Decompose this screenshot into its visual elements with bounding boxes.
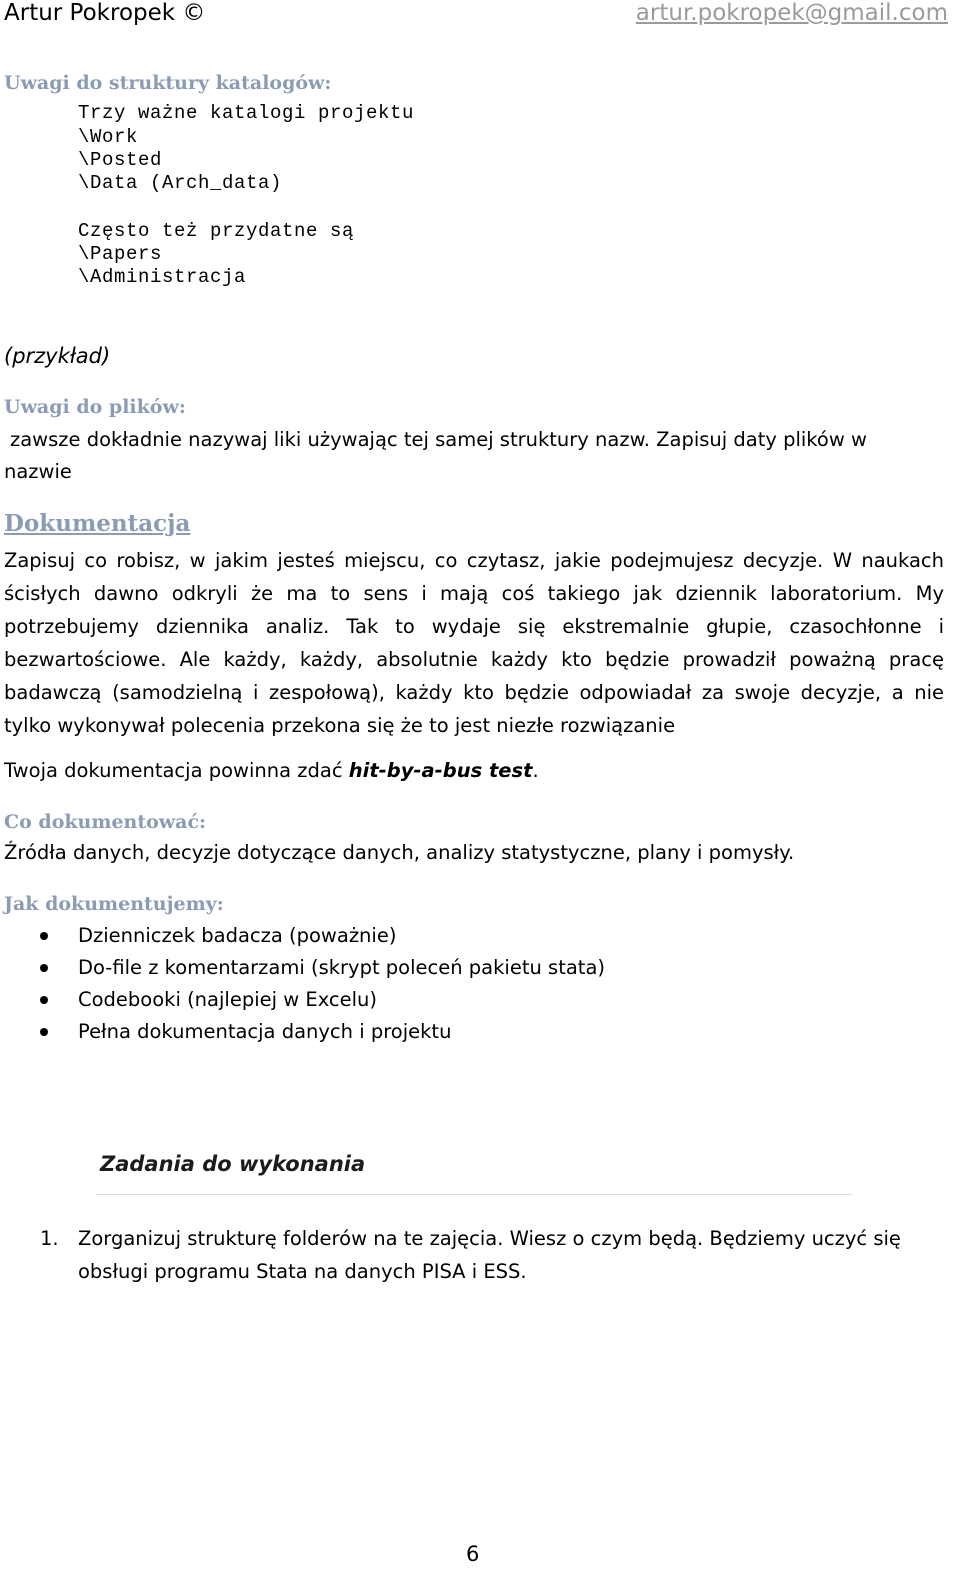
dir-notes-extra-line: Często też przydatne są (78, 220, 355, 242)
tasks-heading: Zadania do wykonania (100, 1152, 366, 1176)
task-number: 1. (40, 1227, 59, 1250)
documentation-title: Dokumentacja (4, 510, 191, 537)
dir-notes-line: \Work (78, 126, 139, 148)
file-notes-text-line: zawsze dokładnie nazywaj liki używając tej samej struktury nazw. Zapisuj daty plików w (10, 428, 867, 451)
list-item-text: Do-file z komentarzami (skrypt poleceń pakietu stata) (78, 956, 605, 979)
dir-notes-heading: Uwagi do struktury katalogów: (4, 72, 332, 94)
tasks-divider (96, 1194, 852, 1195)
what-to-document-text: Źródła danych, decyzje dotyczące danych, analizy statystyczne, plany i pomysły. (4, 841, 795, 864)
tasks-list (0, 1222, 930, 1288)
task-text: Zorganizuj strukturę folderów na te zajęcia. Wiesz o czym będą. Będziemy uczyć się obsługi programu Stata na danych PISA i ESS. (78, 1227, 901, 1283)
how-we-document-heading: Jak dokumentujemy: (4, 893, 224, 915)
hit-by-a-bus-line (4, 754, 944, 787)
test-suffix: . (532, 759, 539, 782)
dir-notes-extra-line: \Papers (78, 243, 163, 265)
test-emphasis: hit-by-a-bus test (348, 759, 533, 782)
bullet-icon (40, 964, 48, 972)
what-to-document-heading: Co dokumentować: (4, 811, 207, 833)
bullet-icon (40, 1028, 48, 1036)
task-item (0, 1222, 930, 1288)
file-notes-heading: Uwagi do plików: (4, 396, 186, 418)
file-notes-text-line: nazwie (4, 460, 72, 483)
author-name: Artur Pokropek © (4, 0, 206, 26)
page-number: 6 (466, 1542, 480, 1566)
dir-notes-extra-line: \Administracja (78, 266, 247, 288)
list-item (0, 920, 900, 952)
documentation-paragraph: Zapisuj co robisz, w jakim jesteś miejscu, co czytasz, jakie podejmujesz decyzje. W naukach ścisłych dawno odkryli że ma to sens i mają coś takiego jak dziennik laboratorium. My potrzebujemy dziennika analiz. Tak to wydaje się ekstremalnie głupie, czasochłonne i bezwartościowe. Ale każdy, każdy, absolutnie każdy kto będzie prowadził poważną pracę badawczą (samodzielną i zespołową), każdy kto będzie odpowiadał za swoje decyzje, a nie tylko wykonywał polecenia przekona się że to jest niezłe rozwiązanie (4, 549, 944, 737)
list-item-text: Codebooki (najlepiej w Excelu) (78, 988, 377, 1011)
dir-notes-line: \Data (Arch_data) (78, 172, 283, 194)
example-label: (przykład) (4, 344, 111, 368)
list-item (0, 952, 900, 984)
how-we-document-list (0, 920, 900, 1048)
page-header (4, 0, 948, 28)
dir-notes-line: \Posted (78, 149, 163, 171)
author-email-link[interactable]: artur.pokropek@gmail.com (635, 0, 948, 26)
list-item-text: Pełna dokumentacja danych i projektu (78, 1020, 452, 1043)
dir-notes-line: Trzy ważne katalogi projektu (78, 102, 415, 124)
test-prefix: Twoja dokumentacja powinna zdać (4, 759, 349, 782)
bullet-icon (40, 996, 48, 1004)
bullet-icon (40, 932, 48, 940)
list-item (0, 1016, 900, 1048)
list-item (0, 984, 900, 1016)
list-item-text: Dzienniczek badacza (poważnie) (78, 924, 397, 947)
